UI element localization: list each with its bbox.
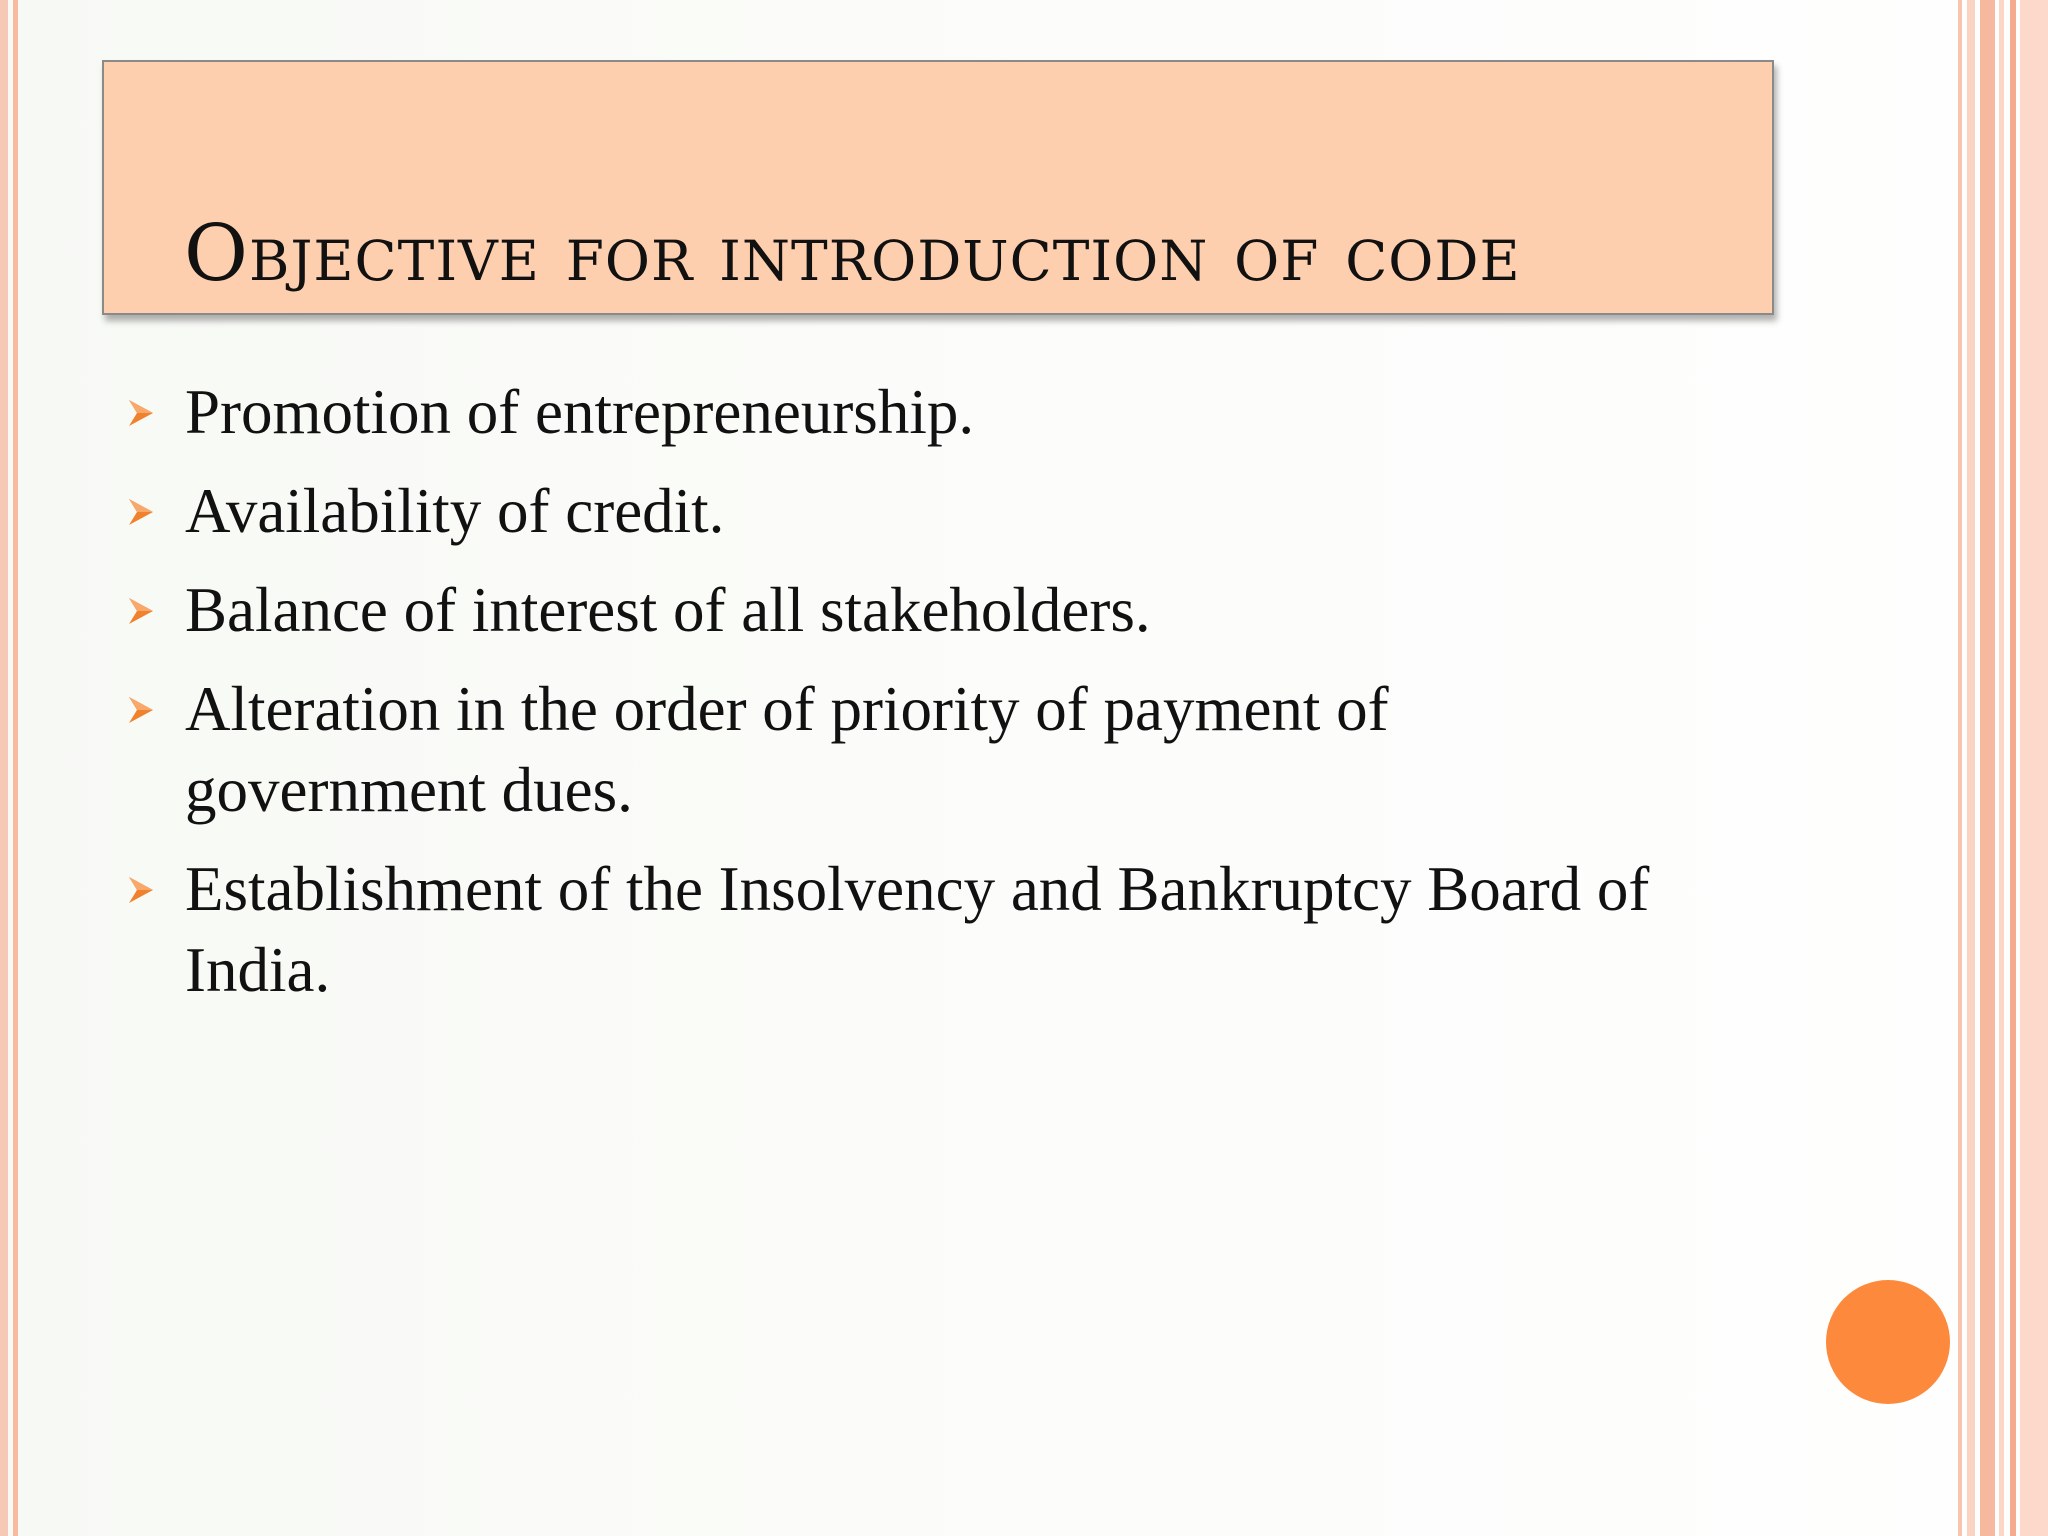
bullet-text: Alteration in the order of priority of payment of government dues. <box>185 674 1389 825</box>
bullet-text: Availability of credit. <box>185 476 725 546</box>
bullet-text: Balance of interest of all stakeholders. <box>185 575 1151 645</box>
bullet-item <box>125 372 1685 453</box>
bullet-text: Establishment of the Insolvency and Bankruptcy Board of India. <box>185 854 1650 1005</box>
right-border-stripe <box>2020 0 2048 1536</box>
bullet-text: Promotion of entrepreneurship. <box>185 377 975 447</box>
left-border-stripe <box>13 0 18 1536</box>
right-border-stripe <box>1958 0 1962 1536</box>
accent-circle <box>1826 1280 1950 1404</box>
title-box <box>102 60 1774 315</box>
arrow-bullet-icon <box>127 875 155 905</box>
right-border-stripe <box>1967 0 1975 1536</box>
bullet-item <box>125 669 1685 831</box>
right-border-stripe <box>2010 0 2016 1536</box>
slide-title: Objective for introduction of code <box>184 209 1521 299</box>
arrow-bullet-icon <box>127 497 155 527</box>
left-border-stripe <box>0 0 8 1536</box>
bullet-item <box>125 471 1685 552</box>
bullet-item <box>125 570 1685 651</box>
right-border-stripe <box>1999 0 2004 1536</box>
arrow-bullet-icon <box>127 695 155 725</box>
right-border-stripe <box>1980 0 1995 1536</box>
arrow-bullet-icon <box>127 398 155 428</box>
bullet-list <box>125 372 1685 1029</box>
arrow-bullet-icon <box>127 596 155 626</box>
bullet-item <box>125 849 1685 1011</box>
